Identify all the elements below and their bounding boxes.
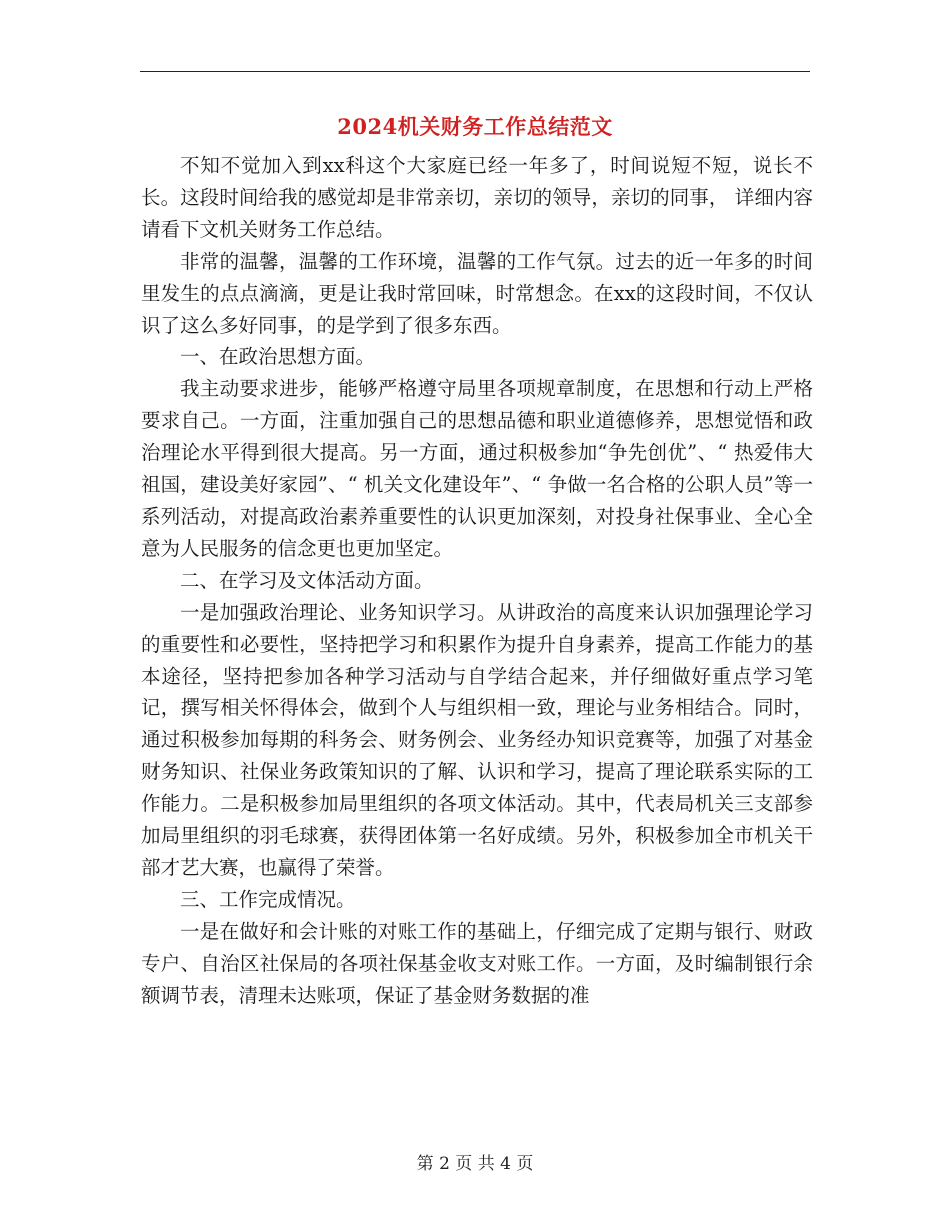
section-heading: 一、在政治思想方面。 bbox=[180, 345, 376, 369]
document-body bbox=[141, 150, 813, 1011]
paragraph: 非常的温馨，温馨的工作环境，温馨的工作气氛。过去的近一年多的时间里发生的点点滴滴，更是让我时常回味，时常想念。在xx的这段时间，不仅认识了这么多好同事，的是学到了很多东西。 bbox=[141, 249, 813, 337]
page-number-footer: 第 2 页 共 4 页 bbox=[416, 1154, 534, 1174]
paragraph: 一是在做好和会计账的对账工作的基础上，仔细完成了定期与银行、财政专户、自治区社保局的各项社保基金收支对账工作。一方面，及时编制银行余额调节表，清理未达账项，保证了基金财务数据的准 bbox=[141, 919, 813, 1007]
paragraph: 我主动要求进步，能够严格遵守局里各项规章制度，在思想和行动上严格要求自己。一方面，注重加强自己的思想品德和职业道德修养，思想觉悟和政治理论水平得到很大提高。另一方面，通过积极参加“争先创优”、“ 热爱伟大祖国，建设美好家园”、“ 机关文化建设年”、“ 争做一名合格的公职人员”等一系列活动，对提高政治素养重要性的认识更加深刻，对投身社保事业、全心全意为人民服务的信念更也更加坚定。 bbox=[141, 377, 813, 560]
section-heading: 三、工作完成情况。 bbox=[180, 887, 356, 911]
section-heading: 二、在学习及文体活动方面。 bbox=[180, 568, 434, 592]
paragraph: 一是加强政治理论、业务知识学习。从讲政治的高度来认识加强理论学习的重要性和必要性，坚持把学习和积累作为提升自身素养，提高工作能力的基本途径，坚持把参加各种学习活动与自学结合起来，并仔细做好重点学习笔记，撰写相关怀得体会，做到个人与组织相一致，理论与业务相结合。同时，通过积极参加每期的科务会、财务例会、业务经办知识竞赛等，加强了对基金财务知识、社保业务政策知识的了解、认识和学习，提高了理论联系实际的工作能力。二是积极参加局里组织的各项文体活动。其中，代表局机关三支部参加局里组织的羽毛球赛，获得团体第一名好成绩。另外，积极参加全市机关干部才艺大赛，也赢得了荣誉。 bbox=[141, 600, 813, 879]
document-title: 2024机关财务工作总结范文 bbox=[337, 114, 613, 139]
paragraph: 不知不觉加入到xx科这个大家庭已经一年多了，时间说短不短，说长不长。这段时间给我的感觉却是非常亲切，亲切的领导，亲切的同事， 详细内容请看下文机关财务工作总结。 bbox=[141, 154, 813, 241]
header-rule bbox=[140, 71, 810, 72]
